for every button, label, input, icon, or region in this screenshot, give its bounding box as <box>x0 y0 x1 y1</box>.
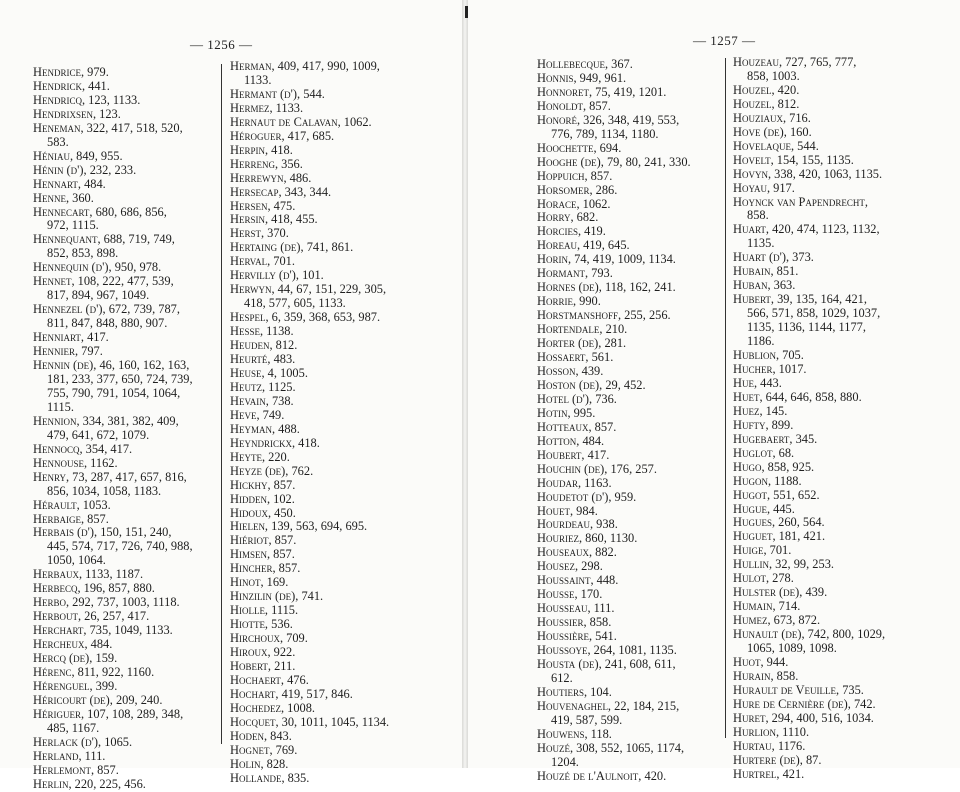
index-entry: Hortendale, 210. <box>537 322 628 337</box>
index-entry: Heyman, 488. <box>230 421 300 436</box>
index-entry: 418, 577, 605, 1133. <box>244 296 346 311</box>
index-entry: Houseaux, 882. <box>537 545 617 560</box>
index-entry: Hinot, 169. <box>230 575 289 590</box>
left-page-column-1 <box>33 66 193 792</box>
index-entry: Hendrice, 979. <box>33 65 109 79</box>
index-entry: Hoochette, 694. <box>537 140 622 155</box>
index-entry: Hocquet, 30, 1011, 1045, 1134. <box>230 714 390 729</box>
index-entry: Hennezel (d'), 672, 739, 787, <box>33 302 180 317</box>
index-entry: Hosson, 439. <box>537 363 604 378</box>
index-entry: Hotton, 484. <box>537 433 605 448</box>
index-entry: Houdar, 1163. <box>537 475 612 490</box>
index-entry: 419, 587, 599. <box>551 712 623 727</box>
index-entry: Hovyn, 338, 420, 1063, 1135. <box>733 166 883 181</box>
index-entry: Hennet, 108, 222, 477, 539, <box>33 274 174 289</box>
index-entry: Houchin (de), 176, 257. <box>537 461 657 476</box>
index-entry: Herlin, 220, 225, 456. <box>33 776 146 791</box>
index-entry: Huban, 363. <box>733 278 796 293</box>
index-entry: Hennequant, 688, 719, 749, <box>33 232 175 247</box>
index-entry: Herval, 701. <box>230 254 295 269</box>
right-page <box>468 0 960 783</box>
index-entry: Houriez, 860, 1130. <box>537 531 638 546</box>
index-entry: Hublion, 705. <box>733 348 804 363</box>
index-entry: Humain, 714. <box>733 599 801 614</box>
index-entry: Hervilly (d'), 101. <box>230 268 324 283</box>
index-entry: Héniau, 849, 955. <box>33 148 123 163</box>
index-entry: Herman, 409, 417, 990, 1009, <box>230 59 380 73</box>
index-entry: Hiolle, 1115. <box>230 603 299 618</box>
index-entry: Hurtrel, 421. <box>733 766 805 781</box>
index-entry: 1133. <box>244 72 272 87</box>
index-entry: Huet, 644, 646, 858, 880. <box>733 389 862 404</box>
index-entry: Hidden, 102. <box>230 491 295 506</box>
index-entry: Herlack (d'), 1065. <box>33 734 133 749</box>
index-entry: Houssoye, 264, 1081, 1135. <box>537 643 677 658</box>
index-entry: Hercq (de), 159. <box>33 651 118 666</box>
index-entry: Horstmanshoff, 255, 256. <box>537 308 671 323</box>
index-entry: Herbais (d'), 150, 151, 240, <box>33 525 172 540</box>
index-entry: Houssaint, 448. <box>537 573 619 588</box>
index-entry: Hotteaux, 857. <box>537 419 617 434</box>
index-entry: Hugebaert, 345. <box>733 431 818 446</box>
index-entry: Hochedez, 1008. <box>230 700 316 715</box>
index-entry: Hickhy, 857. <box>230 477 296 492</box>
index-entry: 755, 790, 791, 1054, 1064, <box>47 385 181 400</box>
index-entry: Hurlion, 1110. <box>733 724 810 739</box>
index-entry: Hollande, 835. <box>230 770 310 785</box>
index-entry: Herrewyn, 486. <box>230 170 312 185</box>
index-entry: Hidoux, 450. <box>230 505 296 520</box>
index-entry: Huart, 420, 474, 1123, 1132, <box>733 222 880 237</box>
index-entry: Hinzilin (de), 741. <box>230 589 324 604</box>
index-entry: Horace, 1062. <box>537 196 611 211</box>
index-entry: Hugue, 445. <box>733 501 795 516</box>
index-entry: Hobert, 211. <box>230 658 296 673</box>
index-entry: Hornes (de), 118, 162, 241. <box>537 280 676 295</box>
index-entry: Heyze (de), 762. <box>230 463 314 478</box>
index-entry: Hove (de), 160. <box>733 124 812 139</box>
index-entry: Heuden, 812. <box>230 338 298 353</box>
index-entry: 1186. <box>747 334 775 349</box>
index-entry: Hotin, 995. <box>537 405 596 420</box>
index-entry: Houzel, 812. <box>733 96 800 111</box>
index-entry: Hotel (d'), 736. <box>537 391 617 406</box>
index-entry: 583. <box>47 134 69 149</box>
index-entry: Heurté, 483. <box>230 352 296 367</box>
index-entry: Henne, 360. <box>33 190 94 205</box>
index-entry: Hénin (d'), 232, 233. <box>33 162 137 177</box>
index-entry: Hérenc, 811, 922, 1160. <box>33 664 155 679</box>
index-entry: 972, 1115. <box>47 218 99 233</box>
index-entry: Hoynck van Papendrecht, <box>733 194 868 209</box>
index-entry: Houssier, 858. <box>537 615 612 630</box>
index-entry: Herland, 111. <box>33 748 106 763</box>
index-entry: 1050, 1064. <box>47 553 106 568</box>
index-entry: Hoyau, 917. <box>733 180 795 195</box>
index-entry: Hendrick, 441. <box>33 78 110 93</box>
index-entry: Hochart, 419, 517, 846. <box>230 686 353 701</box>
index-entry: Hermant (d'), 544. <box>230 86 325 101</box>
index-entry: Herst, 370. <box>230 226 289 241</box>
index-entry: Hoston (de), 29, 452. <box>537 377 646 392</box>
index-entry: Heutz, 1125. <box>230 379 296 394</box>
index-entry: Heve, 749. <box>230 407 285 422</box>
index-entry: Hersecap, 343, 344. <box>230 184 332 199</box>
index-entry: Henry, 73, 287, 417, 657, 816, <box>33 469 187 484</box>
index-entry: Huglot, 68. <box>733 445 795 460</box>
index-entry: Héroguer, 417, 685. <box>230 128 335 143</box>
index-entry: Herbout, 26, 257, 417. <box>33 609 150 624</box>
index-entry: Holin, 828. <box>230 756 289 771</box>
right-page-column-1 <box>537 58 691 784</box>
index-entry: Hennin (de), 46, 160, 162, 163, <box>33 358 190 373</box>
index-entry: 181, 233, 377, 650, 724, 739, <box>47 371 193 386</box>
index-entry: Hurtere (de), 87. <box>733 752 822 767</box>
index-entry: Hendricq, 123, 1133. <box>33 92 141 107</box>
index-entry: 1115. <box>47 399 74 414</box>
index-entry: Hirchoux, 709. <box>230 631 308 646</box>
index-entry: 612. <box>551 670 573 685</box>
index-entry: Hennecart, 680, 686, 856, <box>33 204 167 219</box>
index-entry: Herpin, 418. <box>230 142 293 157</box>
index-entry: Huret, 294, 400, 516, 1034. <box>733 710 874 725</box>
index-entry: Hovelaque, 544. <box>733 138 819 153</box>
index-entry: Hennion, 334, 381, 382, 409, <box>33 413 179 428</box>
index-entry: Houzeau, 727, 765, 777, <box>733 55 857 69</box>
index-entry: Houvenaghel, 22, 184, 215, <box>537 698 680 713</box>
index-entry: Hiériot, 857. <box>230 533 297 548</box>
index-entry: Herbecq, 196, 857, 880. <box>33 581 155 596</box>
index-entry: Horrie, 990. <box>537 294 601 309</box>
index-entry: Hennouse, 1162. <box>33 455 118 470</box>
index-entry: Huot, 944. <box>733 654 789 669</box>
index-entry: Hugues, 260, 564. <box>733 515 825 530</box>
index-entry: Hubain, 851. <box>733 264 799 279</box>
index-entry: Housse, 170. <box>537 587 603 602</box>
index-entry: 566, 571, 858, 1029, 1037, <box>747 306 881 321</box>
index-entry: 1135, 1136, 1144, 1177, <box>747 320 866 335</box>
index-entry: Hiroux, 922. <box>230 645 296 660</box>
index-entry: Honoldt, 857. <box>537 98 611 113</box>
index-entry: Héricourt (de), 209, 240. <box>33 692 163 707</box>
index-entry: Hériguer, 107, 108, 289, 348, <box>33 706 184 721</box>
index-entry: Hertaing (de), 741, 861. <box>230 240 354 255</box>
index-entry: Hochaert, 476. <box>230 672 309 687</box>
index-entry: Hue, 443. <box>733 375 782 390</box>
index-entry: Hersin, 418, 455. <box>230 212 318 227</box>
index-entry: Hoppuich, 857. <box>537 168 613 183</box>
index-entry: Housseau, 111. <box>537 601 615 616</box>
index-entry: Hérault, 1053. <box>33 497 111 512</box>
index-entry: Huguet, 181, 421. <box>733 529 826 544</box>
index-entry: Hurault de Veuille, 735. <box>733 682 864 697</box>
index-entry: Hourdeau, 938. <box>537 517 618 532</box>
index-entry: Hespel, 6, 359, 368, 653, 987. <box>230 310 381 325</box>
index-entry: 1065, 1089, 1098. <box>747 641 837 656</box>
index-entry: Hennequin (d'), 950, 978. <box>33 260 162 275</box>
index-entry: Honnoret, 75, 419, 1201. <box>537 84 667 99</box>
index-entry: Hendrixsen, 123. <box>33 106 121 121</box>
index-entry: 858, 1003. <box>747 68 800 83</box>
index-entry: Hermez, 1133. <box>230 100 304 115</box>
index-entry: Hulster (de), 439. <box>733 585 828 600</box>
column-divider <box>221 64 222 744</box>
index-entry: Houzé de l'Aulnoit, 420. <box>537 768 667 783</box>
index-entry: Hérenguel, 399. <box>33 678 118 693</box>
index-entry: Hufty, 899. <box>733 417 794 432</box>
index-entry: Huart (d'), 373. <box>733 250 814 265</box>
index-entry: Hevain, 738. <box>230 393 294 408</box>
index-entry: Hooghe (de), 79, 80, 241, 330. <box>537 154 691 169</box>
right-page-column-2 <box>733 56 885 782</box>
index-entry: Hernaut de Calavan, 1062. <box>230 114 372 129</box>
index-entry: Horcies, 419. <box>537 224 606 239</box>
index-entry: Heneman, 322, 417, 518, 520, <box>33 120 183 135</box>
index-entry: Hollebecque, 367. <box>537 57 633 71</box>
index-entry: 817, 894, 967, 1049. <box>47 288 150 303</box>
index-entry: Housez, 298. <box>537 559 603 574</box>
index-entry: Honoré, 326, 348, 419, 553, <box>537 112 680 127</box>
index-entry: 445, 574, 717, 726, 740, 988, <box>47 539 193 554</box>
index-entry: Hullin, 32, 99, 253. <box>733 557 834 572</box>
index-entry: Hoden, 843. <box>230 728 292 743</box>
left-page-column-2 <box>230 60 389 786</box>
index-entry: Houbert, 417. <box>537 447 610 462</box>
index-entry: Horsomer, 286. <box>537 182 618 197</box>
index-entry: 1135. <box>747 236 775 251</box>
index-entry: Heyte, 220. <box>230 449 290 464</box>
index-entry: 479, 641, 672, 1079. <box>47 427 150 442</box>
index-entry: Himsen, 857. <box>230 547 295 562</box>
index-entry: 776, 789, 1134, 1180. <box>551 126 659 141</box>
index-entry: Herbaux, 1133, 1187. <box>33 567 144 582</box>
index-entry: Huige, 701. <box>733 543 792 558</box>
index-entry: Humez, 673, 872. <box>733 613 821 628</box>
index-entry: Herwyn, 44, 67, 151, 229, 305, <box>230 282 387 297</box>
page-number-right: — 1257 — <box>693 33 756 48</box>
index-entry: Hugot, 551, 652. <box>733 487 820 502</box>
index-entry: Hubert, 39, 135, 164, 421, <box>733 292 867 307</box>
left-page <box>0 0 462 791</box>
index-entry: Hercheux, 484. <box>33 637 113 652</box>
index-entry: 485, 1167. <box>47 720 100 735</box>
index-entry: 852, 853, 898. <box>47 246 119 261</box>
index-entry: Hulot, 278. <box>733 571 794 586</box>
index-entry: 856, 1034, 1058, 1183. <box>47 483 162 498</box>
index-entry: Herlemont, 857. <box>33 762 119 777</box>
index-entry: Hure de Cernière (de), 742. <box>733 696 876 711</box>
index-entry: Houziaux, 716. <box>733 110 811 125</box>
index-entry: Houwens, 118. <box>537 726 612 741</box>
index-entry: Hennier, 797. <box>33 344 103 359</box>
index-entry: Horin, 74, 419, 1009, 1134. <box>537 252 676 267</box>
column-divider <box>725 58 726 738</box>
index-entry: Hucher, 1017. <box>733 361 807 376</box>
index-entry: Heuse, 4, 1005. <box>230 365 308 380</box>
index-entry: Henniart, 417. <box>33 330 109 345</box>
index-entry: Hiotte, 536. <box>230 617 293 632</box>
index-entry: Hurain, 858. <box>733 668 799 683</box>
index-entry: Houdetot (d'), 959. <box>537 489 637 504</box>
index-entry: Horeau, 419, 645. <box>537 238 630 253</box>
index-entry: 811, 847, 848, 880, 907. <box>47 316 168 331</box>
index-entry: 1204. <box>551 754 579 769</box>
index-entry: Houzé, 308, 552, 1065, 1174, <box>537 740 685 755</box>
index-entry: Houet, 984. <box>537 503 598 518</box>
index-entry: Heyndrickx, 418. <box>230 435 320 450</box>
index-entry: Hennart, 484. <box>33 176 106 191</box>
index-entry: Hurtau, 1176. <box>733 738 806 753</box>
index-entry: Hielen, 139, 563, 694, 695. <box>230 519 368 534</box>
index-entry: Hossaert, 561. <box>537 350 614 365</box>
index-entry: 858. <box>747 208 769 223</box>
page-number-left: — 1256 — <box>190 37 253 52</box>
index-entry: Herchart, 735, 1049, 1133. <box>33 623 173 638</box>
index-entry: Hognet, 769. <box>230 742 298 757</box>
index-entry: Huez, 145. <box>733 403 788 418</box>
index-entry: Honnis, 949, 961. <box>537 70 627 85</box>
index-entry: Hersen, 475. <box>230 198 296 213</box>
index-entry: Housta (de), 241, 608, 611, <box>537 656 676 671</box>
index-entry: Herreng, 356. <box>230 156 303 171</box>
index-entry: Herbaige, 857. <box>33 511 109 526</box>
index-entry: Hesse, 1138. <box>230 324 294 339</box>
index-entry: Hincher, 857. <box>230 561 301 576</box>
index-entry: Hunault (de), 742, 800, 1029, <box>733 627 886 642</box>
index-entry: Horter (de), 281. <box>537 336 627 351</box>
index-entry: Herbo, 292, 737, 1003, 1118. <box>33 595 180 610</box>
index-entry: Houtiers, 104. <box>537 684 612 699</box>
index-entry: Hugo, 858, 925. <box>733 459 815 474</box>
index-entry: Houzel, 420. <box>733 82 800 97</box>
index-entry: Hovelt, 154, 155, 1135. <box>733 152 854 167</box>
index-entry: Hennocq, 354, 417. <box>33 441 133 456</box>
index-entry: Horry, 682. <box>537 210 599 225</box>
index-entry: Hugon, 1188. <box>733 473 802 488</box>
index-entry: Houssière, 541. <box>537 629 617 644</box>
index-entry: Hormant, 793. <box>537 266 613 281</box>
